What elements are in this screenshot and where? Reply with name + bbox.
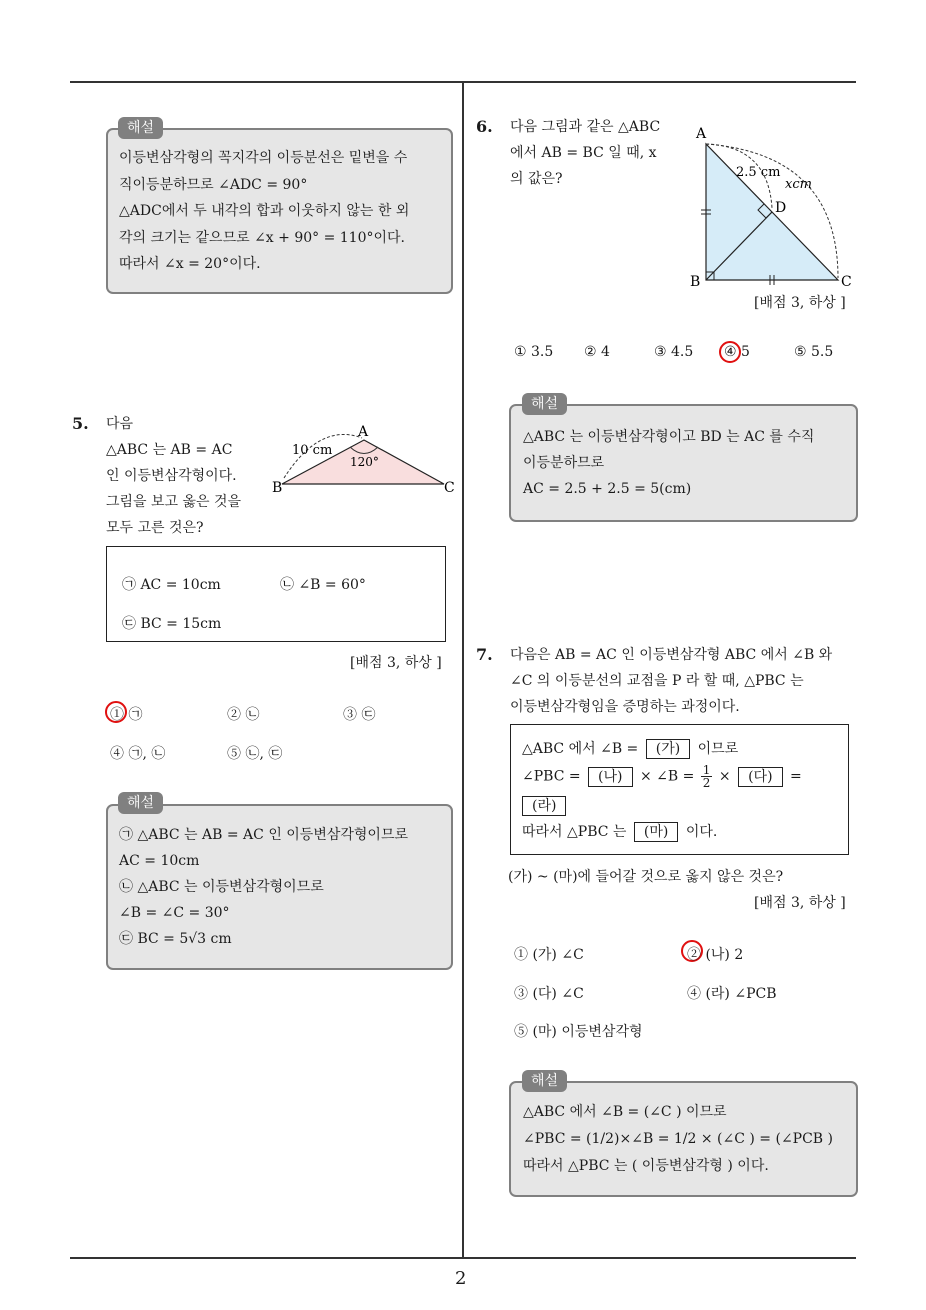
q7-proof-line1: △ABC 에서 ∠B = (가) 이므로 xyxy=(522,741,739,757)
q6-points: [배점 3, 하상 ] xyxy=(754,295,846,311)
solution-line: 직이등분하므로 ∠ADC = 90° xyxy=(119,176,308,193)
stem-line: 에서 AB = BC 일 때, x xyxy=(510,145,657,161)
solution-line: 각의 크기는 같으므로 ∠x + 90° = 110°이다. xyxy=(119,229,405,246)
q5-solution-text xyxy=(119,822,408,952)
stem-line: 이등변삼각형임을 증명하는 과정이다. xyxy=(510,699,740,715)
blank-na: (나) xyxy=(588,767,632,787)
q5-option-4[interactable]: ④ ㉠, ㉡ xyxy=(110,746,166,762)
solution-line: 따라서 ∠x = 20°이다. xyxy=(119,256,261,272)
solution-line: ㉠ △ABC 는 AB = AC 인 이등변삼각형이므로 xyxy=(119,827,409,843)
q5-option-3[interactable]: ③ ㉢ xyxy=(343,707,376,723)
vertex-b-label: B xyxy=(272,480,283,496)
vertex-c-label: C xyxy=(841,274,852,290)
blank-ma: (마) xyxy=(634,822,678,842)
vertex-c-label: C xyxy=(444,480,455,496)
angle-label: 120° xyxy=(350,455,379,469)
q5-solution-tag: 해설 xyxy=(118,792,163,814)
q7-question: (가) ~ (마)에 들어갈 것으로 옳지 않은 것은? xyxy=(508,869,784,885)
solution-line: △ABC 는 이등변삼각형이고 BD 는 AC 를 수직 xyxy=(523,429,815,445)
stem-line: 그림을 보고 옳은 것을 xyxy=(106,494,242,510)
q7-proof-line4: 따라서 △PBC 는 (마) 이다. xyxy=(522,824,718,840)
vertex-d-label: D xyxy=(775,200,787,216)
side-length-label: 10 cm xyxy=(292,443,333,458)
q7-number: 7. xyxy=(476,645,493,664)
q6-option-4[interactable]: ④ 5 xyxy=(724,344,750,360)
solution-line: ㉡ △ABC 는 이등변삼각형이므로 xyxy=(119,879,324,895)
q5-points: [배점 3, 하상 ] xyxy=(350,655,442,671)
q5-option-5[interactable]: ⑤ ㉡, ㉢ xyxy=(227,746,283,762)
q5-option-2[interactable]: ② ㉡ xyxy=(227,707,260,723)
stem-line: △ABC 는 AB = AC xyxy=(106,442,233,458)
solution-line: ∠B = ∠C = 30° xyxy=(119,905,230,921)
blank-ga: (가) xyxy=(646,739,690,759)
stem-line: 모두 고른 것은? xyxy=(106,520,204,536)
q6-stem xyxy=(510,114,660,192)
ad-length-label: 2.5 cm xyxy=(736,165,781,180)
stem-line: 다음은 AB = AC 인 이등변삼각형 ABC 에서 ∠B 와 xyxy=(510,647,833,663)
solution-line: ∠PBC = (1/2)×∠B = 1/2 × (∠C ) = (∠PCB ) xyxy=(523,1131,834,1147)
column-divider xyxy=(462,82,464,1258)
x-length-label: xcm xyxy=(785,177,812,192)
q5-choice-a: ㉠ AC = 10cm xyxy=(122,577,221,593)
q5-stem xyxy=(106,411,241,541)
solution-line: AC = 10cm xyxy=(119,853,200,869)
q4-solution-text xyxy=(119,145,409,278)
q7-proof-line2: ∠PBC = (나) × ∠B = $\frac{1}{2}$ × (다) = xyxy=(522,763,802,790)
blank-ra: (라) xyxy=(522,796,566,816)
q6-option-2[interactable]: ② 4 xyxy=(584,344,610,360)
stem-line: 의 값은? xyxy=(510,171,563,187)
q7-option-4[interactable]: ④ (라) ∠PCB xyxy=(687,986,777,1002)
q5-number: 5. xyxy=(72,414,89,433)
q7-stem xyxy=(510,642,832,720)
q7-option-2[interactable]: ② (나) 2 xyxy=(687,947,744,963)
q7-proof-line3 xyxy=(519,796,569,816)
solution-line: △ABC 에서 ∠B = (∠C ) 이므로 xyxy=(523,1104,727,1120)
q5-choice-b: ㉡ ∠B = 60° xyxy=(280,577,366,593)
q5-option-1[interactable]: ① ㉠ xyxy=(110,707,143,723)
q6-option-5[interactable]: ⑤ 5.5 xyxy=(794,344,834,360)
q6-option-1[interactable]: ① 3.5 xyxy=(514,344,554,360)
q4-solution-tag: 해설 xyxy=(118,117,163,139)
page-number: 2 xyxy=(455,1268,467,1289)
solution-line: 이등분하므로 xyxy=(523,455,605,471)
q6-number: 6. xyxy=(476,117,493,136)
q7-option-1[interactable]: ① (가) ∠C xyxy=(514,947,584,963)
q5-choice-c: ㉢ BC = 15cm xyxy=(122,616,222,632)
q6-triangle-figure xyxy=(688,124,856,292)
solution-line: AC = 2.5 + 2.5 = 5(cm) xyxy=(523,481,692,497)
q7-option-3[interactable]: ③ (다) ∠C xyxy=(514,986,584,1002)
q6-solution-text xyxy=(523,424,814,502)
vertex-a-label: A xyxy=(696,126,707,142)
q6-solution-tag: 해설 xyxy=(522,393,567,415)
vertex-a-label: A xyxy=(358,424,369,440)
solution-line: 이등변삼각형의 꼭지각의 이등분선은 밑변을 수 xyxy=(119,150,408,166)
stem-line: ∠C 의 이등분선의 교점을 P 라 할 때, △PBC 는 xyxy=(510,673,804,689)
solution-line: ㉢ BC = 5√3 cm xyxy=(119,931,232,947)
q7-option-5[interactable]: ⑤ (마) 이등변삼각형 xyxy=(514,1024,643,1040)
stem-line: 다음 그림과 같은 △ABC xyxy=(510,119,661,135)
stem-line: 다음 xyxy=(106,416,134,432)
stem-line: 인 이등변삼각형이다. xyxy=(106,468,237,484)
q7-points: [배점 3, 하상 ] xyxy=(754,895,846,911)
blank-da: (다) xyxy=(738,767,782,787)
solution-line: △ADC에서 두 내각의 합과 이웃하지 않는 한 외 xyxy=(119,203,410,219)
q7-solution-tag: 해설 xyxy=(522,1070,567,1092)
q6-option-3[interactable]: ③ 4.5 xyxy=(654,344,694,360)
half-fraction: $\frac{1}{2}$ xyxy=(702,763,711,790)
vertex-b-label: B xyxy=(690,274,701,290)
solution-line: 따라서 △PBC 는 ( 이등변삼각형 ) 이다. xyxy=(523,1158,769,1174)
q7-solution-text xyxy=(523,1099,833,1180)
q5-triangle-figure xyxy=(270,420,460,500)
